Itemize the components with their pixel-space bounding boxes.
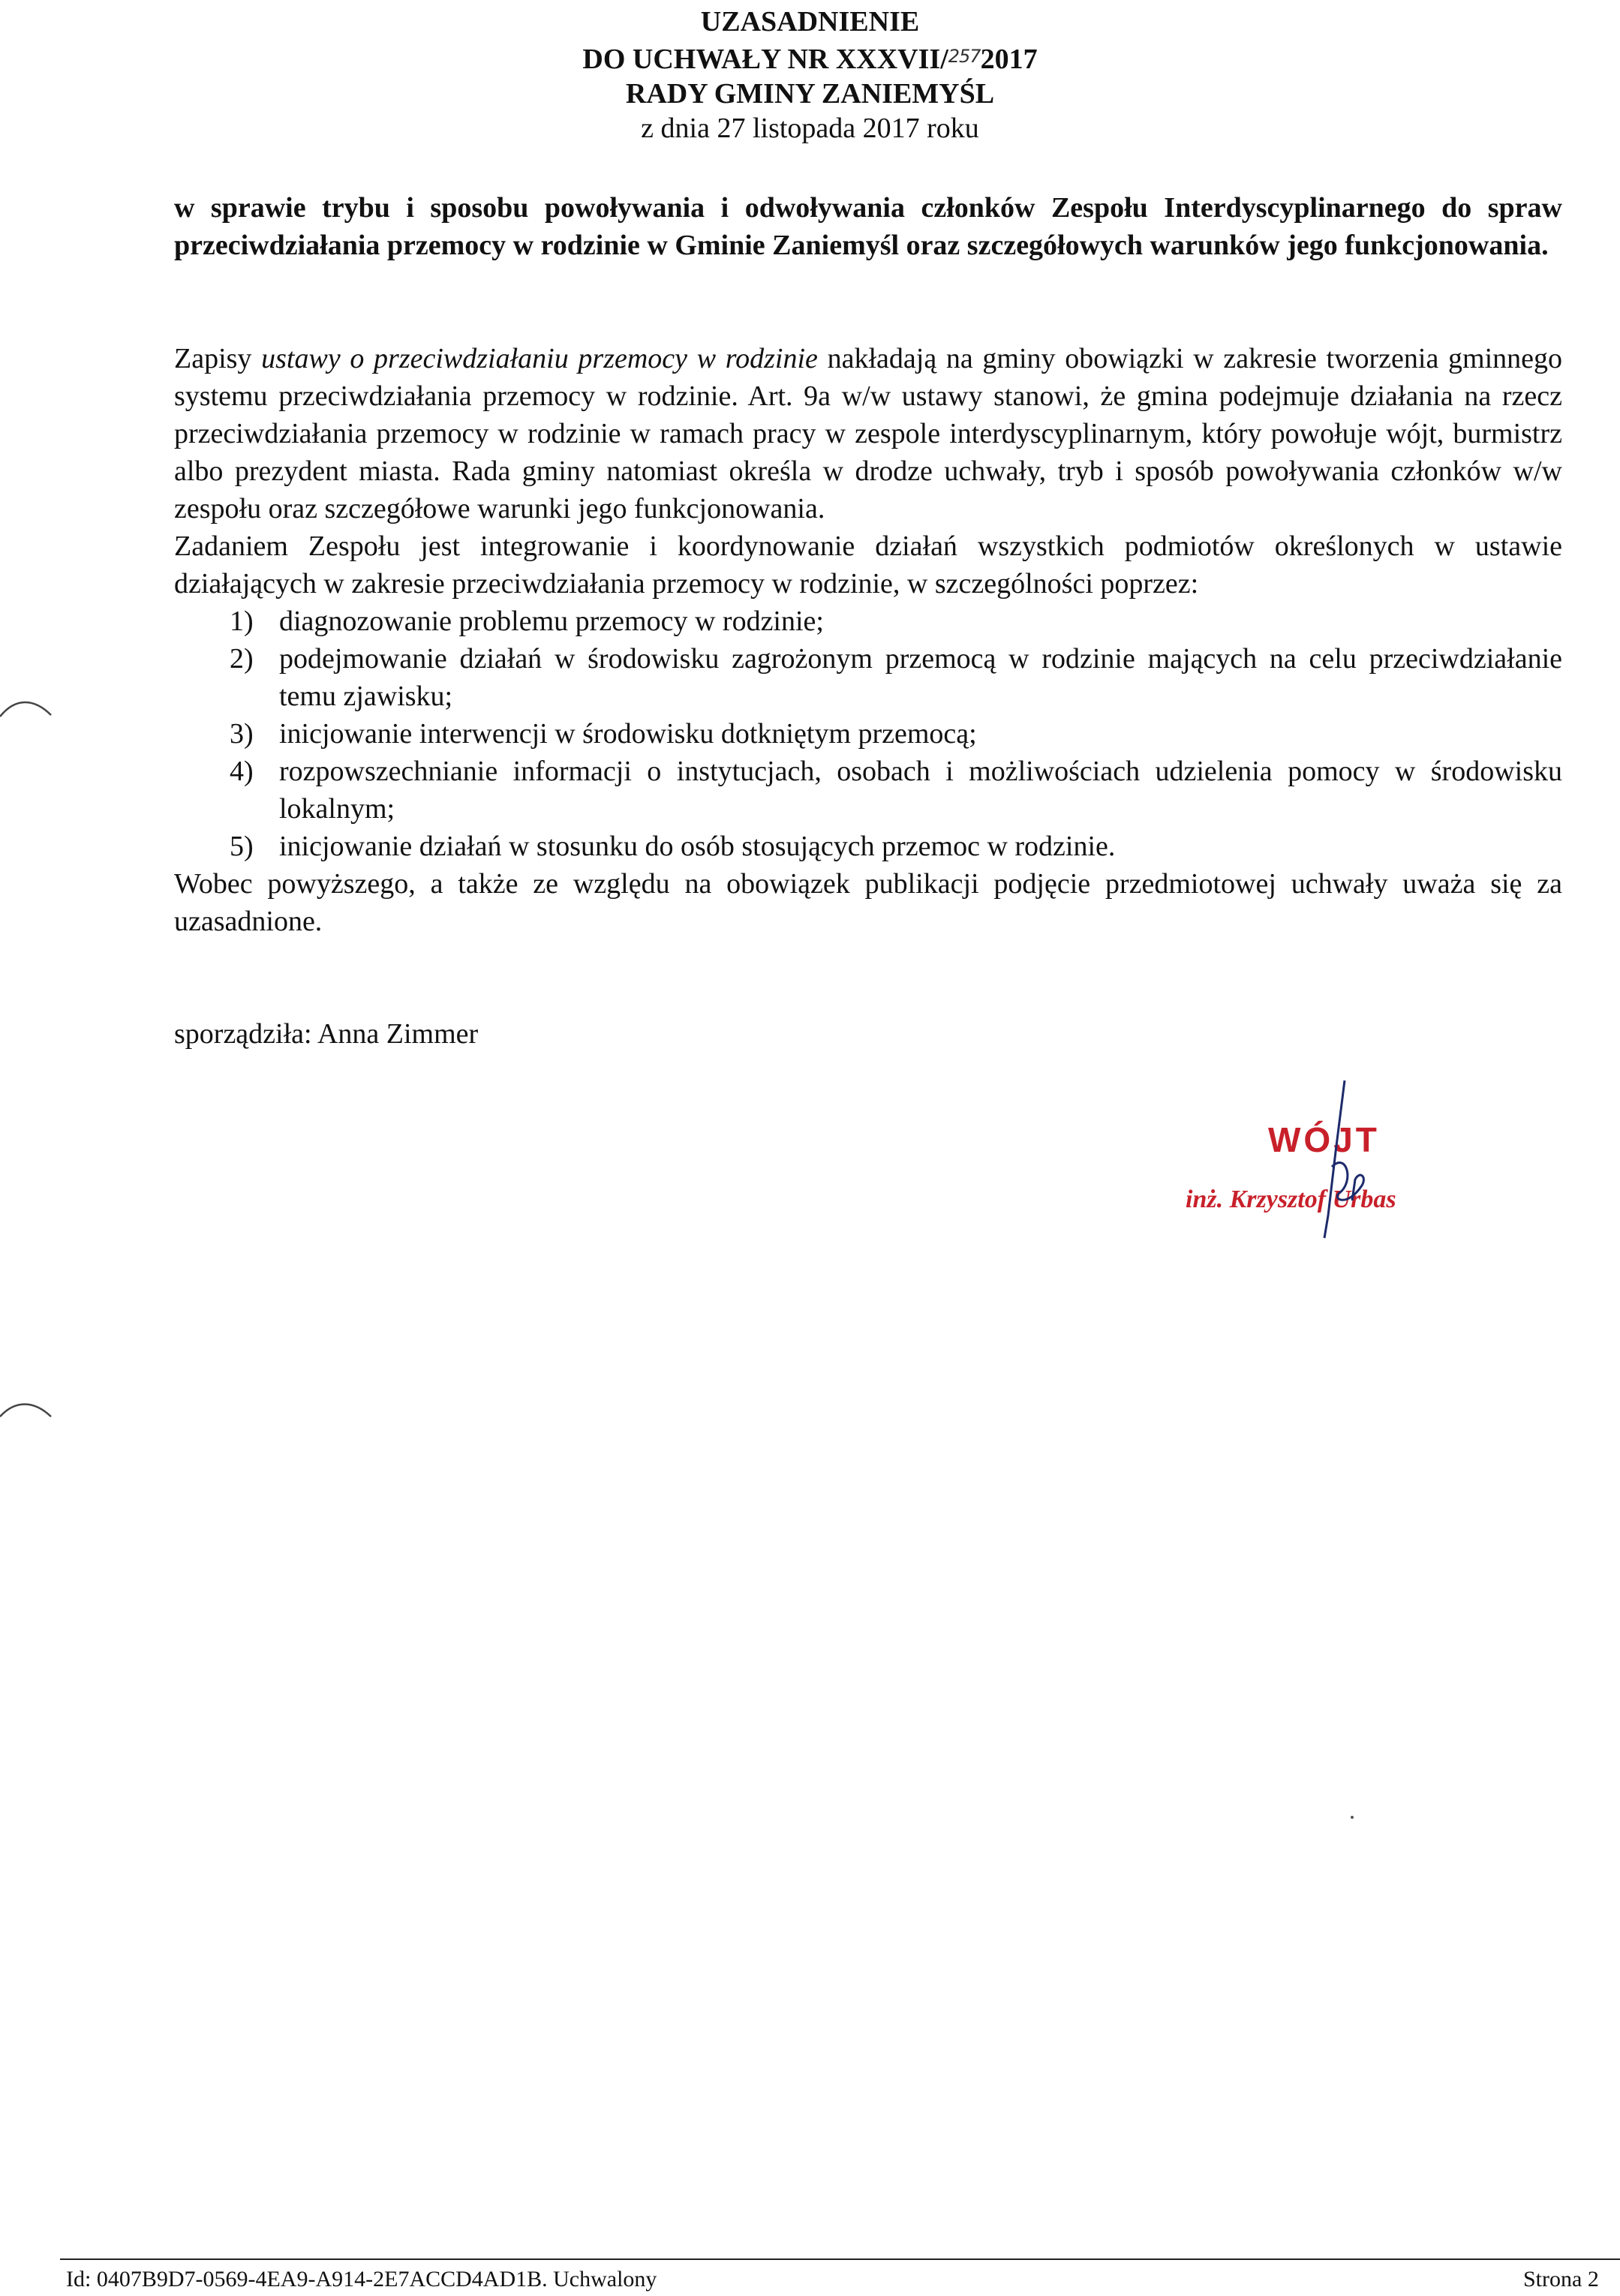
task-number: 4) [230,756,254,787]
paragraph-legal-basis-start: Zapisy [174,343,262,374]
header-resolution-number [0,39,1620,77]
document-subject: w sprawie trybu i sposobu powoływania i odwoływania członków Zespołu Interdyscyplinarnego do spraw przeciwdziałania przemocy w rodzinie w Gminie Zaniemyśl oraz szczegółowych warunków jego funkcjonowania. [174,192,1562,261]
task-list [174,603,1562,865]
resolution-number-prefix: DO UCHWAŁY NR XXXVII/ [582,44,948,75]
punch-hole-mark [0,694,60,732]
task-text: rozpowszechnianie informacji o instytucjach, osobach i możliwościach udzielenia pomocy w środowisku lokalnym; [279,756,1562,825]
header-title: UZASADNIENIE [700,6,920,38]
task-number: 5) [230,831,254,862]
task-list-item [174,828,1562,865]
task-text: inicjowanie interwencji w środowisku dotkniętym przemocą; [279,718,977,750]
signature-scribble [1186,1080,1501,1261]
header-council: RADY GMINY ZANIEMYŚL [625,78,995,110]
footer-divider [60,2258,1620,2260]
task-list-item [174,640,1562,715]
task-list-item [174,753,1562,828]
task-number: 3) [230,718,254,750]
mayor-stamp [1186,1080,1501,1261]
task-text: diagnozowanie problemu przemocy w rodzinie; [279,606,824,637]
task-number: 2) [230,643,254,675]
paragraph-conclusion: Wobec powyższego, a także ze względu na obowiązek publikacji podjęcie przedmiotowej uchwały uważa się za uzasadnione. [174,868,1562,937]
task-text: inicjowanie działań w stosunku do osób stosujących przemoc w rodzinie. [279,831,1116,862]
scan-speck [1351,1816,1354,1819]
paragraph-team-tasks: Zadaniem Zespołu jest integrowanie i koordynowanie działań wszystkich podmiotów określonych w ustawie działających w zakresie przeciwdziałania przemocy w rodzinie, w szczególności poprzez: [174,530,1562,600]
document-header [0,5,1620,146]
paragraph-legal-basis-rest: nakładają na gminy obowiązki w zakresie tworzenia gminnego systemu przeciwdziałania przemocy w rodzinie. Art. 9a w/w ustawy stanowi, że gmina podejmuje działania na rzecz przeciwdziałania przemocy w rodzinie w ramach pracy w zespole interdyscyplinarnym, który powołuje wójt, burmistrz albo prezydent miasta. Rada gminy natomiast określa w drodze uchwały, tryb i sposób powoływania członków w/w zespołu oraz szczegółowe warunki jego funkcjonowania. [174,343,1562,524]
task-number: 1) [230,606,254,637]
document-body [174,340,1562,940]
footer-document-id: Id: 0407B9D7-0569-4EA9-A914-2E7ACCD4AD1B. Uchwalony [66,2267,657,2291]
resolution-number-suffix: 2017 [980,44,1038,75]
header-date: z dnia 27 listopada 2017 roku [641,113,979,144]
handwritten-resolution-number: 257 [948,46,981,67]
punch-hole-mark [0,1396,60,1433]
paragraph-legal-basis [174,340,1562,527]
task-list-item [174,715,1562,753]
act-title: ustawy o przeciwdziałaniu przemocy w rodzinie [261,343,818,374]
stamp-name: inż. Krzysztof Urbas [1186,1186,1396,1213]
task-text: podejmowanie działań w środowisku zagrożonym przemocą w rodzinie mających na celu przeciwdziałanie temu zjawisku; [279,643,1562,712]
footer-page-number: Strona 2 [1523,2267,1599,2291]
stamp-title: WÓJT [1268,1120,1380,1159]
task-list-item [174,603,1562,640]
prepared-by: sporządziła: Anna Zimmer [174,1018,479,1050]
